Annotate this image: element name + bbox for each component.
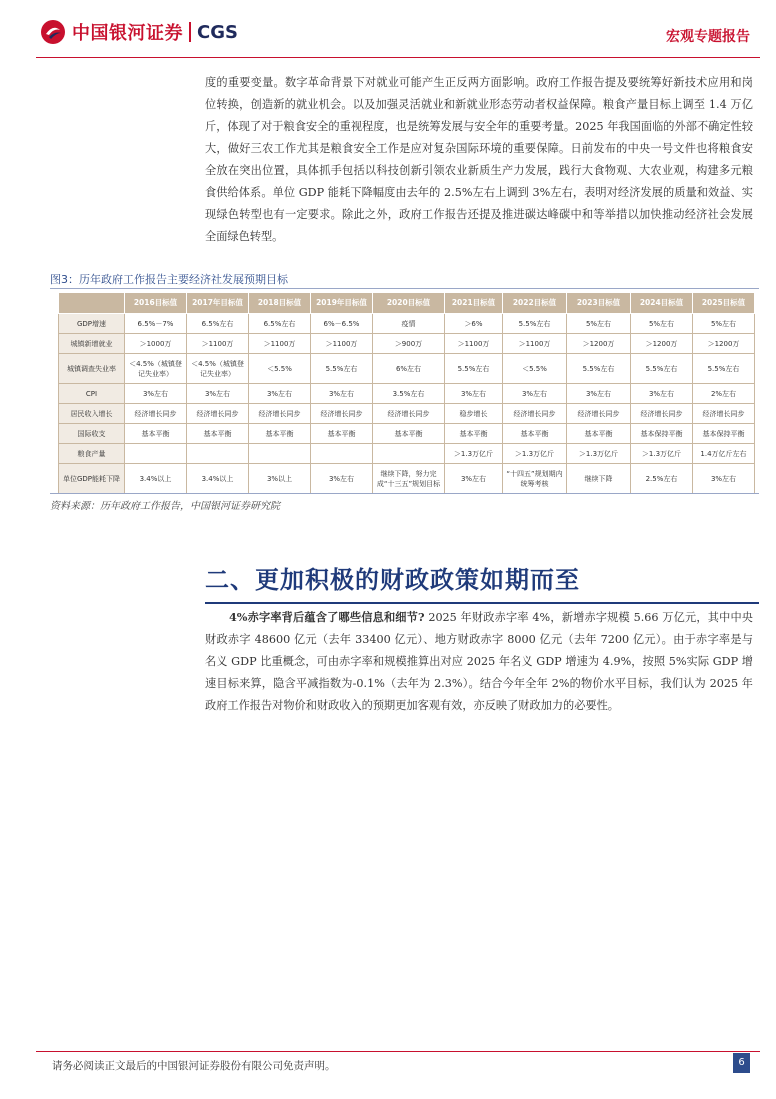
brand-logo [40,19,238,45]
table-cell: ＞1.3万亿斤 [631,444,693,464]
table-cell: 基本平衡 [311,424,373,444]
table-cell: 5.5%左右 [693,354,755,384]
table-cell: 5.5%左右 [445,354,503,384]
table-cell: 经济增长同步 [693,404,755,424]
table-row [59,334,755,354]
table-cell: ＞1000万 [125,334,187,354]
table-cell: 3%左右 [249,384,311,404]
row-label: 城镇调查失业率 [59,354,125,384]
table-cell: ＞1.3万亿斤 [567,444,631,464]
table-cell: 6.5%左右 [187,314,249,334]
table-cell: 3%左右 [311,464,373,494]
table-cell: 3%左右 [187,384,249,404]
table-cell: ＞1100万 [249,334,311,354]
table-cell: 稳步增长 [445,404,503,424]
table-cell: 5.5%左右 [631,354,693,384]
table-cell: 3.4%以上 [125,464,187,494]
table-row [59,444,755,464]
page-number: 6 [733,1053,750,1073]
table-cell: 3%左右 [311,384,373,404]
table-cell: ＞1200万 [631,334,693,354]
table-cell: 3%左右 [567,384,631,404]
table-cell: 3%左右 [503,384,567,404]
table-cell: 基本平衡 [373,424,445,444]
row-label: 粮食产量 [59,444,125,464]
table-cell: 经济增长同步 [503,404,567,424]
table-cell: 疫情 [373,314,445,334]
table-cell [249,444,311,464]
table-cell: 基本保持平衡 [693,424,755,444]
table-cell: 基本平衡 [249,424,311,444]
column-header: 2021目标值 [445,293,503,314]
table-row [59,404,755,424]
table-cell: ＜5.5% [249,354,311,384]
figure-source: 资料来源：历年政府工作报告，中国银河证券研究院 [50,501,280,512]
table-cell: 5%左右 [567,314,631,334]
table-cell: 5.5%左右 [311,354,373,384]
table-cell: 6%－6.5% [311,314,373,334]
table-cell: 经济增长同步 [187,404,249,424]
table-row [59,354,755,384]
table-cell: “十四五”规划期内统筹考核 [503,464,567,494]
table-cell: ＞1100万 [311,334,373,354]
column-header: 2017年目标值 [187,293,249,314]
table-cell [125,444,187,464]
logo-english-name: CGS [197,21,238,43]
table-row [59,314,755,334]
figure-title-divider [50,288,759,289]
column-header: 2019年目标值 [311,293,373,314]
section-heading-divider [205,602,759,604]
page-header [0,0,776,60]
table-cell: 经济增长同步 [373,404,445,424]
table-cell: 6%左右 [373,354,445,384]
column-header: 2020目标值 [373,293,445,314]
table-cell: 经济增长同步 [631,404,693,424]
table-cell: 1.4万亿斤左右 [693,444,755,464]
table-header-row [59,293,755,314]
logo-chinese-name: 中国银河证券 [72,23,183,44]
table-cell: 5%左右 [693,314,755,334]
row-label: CPI [59,384,125,404]
table-cell: 经济增长同步 [125,404,187,424]
report-type: 宏观专题报告 [666,29,750,45]
table-cell: 经济增长同步 [567,404,631,424]
footer-divider [36,1051,760,1052]
targets-table [58,292,755,494]
logo-separator [189,22,191,42]
table-cell: 3%左右 [125,384,187,404]
table-cell: 5%左右 [631,314,693,334]
table-cell: 5.5%左右 [567,354,631,384]
column-header: 2024目标值 [631,293,693,314]
table-cell: ＞1100万 [187,334,249,354]
table-body [59,314,755,494]
table-cell: 3%左右 [445,464,503,494]
column-header: 2018目标值 [249,293,311,314]
table-cell: ＞1100万 [445,334,503,354]
table-cell: 基本平衡 [187,424,249,444]
table-cell: 继续下降，努力完成“十三五”规划目标 [373,464,445,494]
table-cell: ＞1.3万亿斤 [445,444,503,464]
table-cell: 3%左右 [631,384,693,404]
table-cell: ＞6% [445,314,503,334]
table-cell: ＜4.5%（城镇登记失业率） [187,354,249,384]
section-paragraph [205,606,753,717]
table-cell: 2.5%左右 [631,464,693,494]
table-cell: 基本平衡 [567,424,631,444]
row-label: 居民收入增长 [59,404,125,424]
column-header: 2022目标值 [503,293,567,314]
header-divider [36,57,760,58]
paragraph-body: 2025 年财政赤字率 4%，新增赤字规模 5.66 万亿元，其中中央财政赤字 48600 亿元（去年 33400 亿元）、地方财政赤字 8000 亿元（去年 7200 亿元）。由于赤字率是与名义 GDP 比重概念，可由赤字率和规模推算出对应 2025 年名义 GDP 增速为 4.9%，按照 5%实际 GDP 增速目标来算，隐含平减指数为-0.1%（去年为 2.3%）。结合今年全年 2%的物价水平目标，我们认为 2025 年政府工作报告对物价和财政收入的预期更加客观有效，亦反映了财政加力的必要性。 [205,611,753,712]
source-divider [50,493,759,494]
table-cell: 3.5%左右 [373,384,445,404]
table-row [59,424,755,444]
table-row [59,384,755,404]
footer-disclaimer: 请务必阅读正文最后的中国银河证券股份有限公司免责声明。 [52,1060,336,1072]
table-cell: 3%左右 [445,384,503,404]
column-header: 2023目标值 [567,293,631,314]
table-cell: 基本平衡 [445,424,503,444]
row-label: 单位GDP能耗下降 [59,464,125,494]
table-cell: ＞1200万 [567,334,631,354]
table-cell: ＜5.5% [503,354,567,384]
table-cell: ＞1.3万亿斤 [503,444,567,464]
table-row [59,464,755,494]
table-cell: ＜4.5%（城镇登记失业率） [125,354,187,384]
table-cell: 经济增长同步 [249,404,311,424]
cgs-logo-icon [40,19,66,45]
table-cell: 基本平衡 [503,424,567,444]
table-cell: 2%左右 [693,384,755,404]
row-label: 国际收支 [59,424,125,444]
table-cell [311,444,373,464]
table-cell: 继续下降 [567,464,631,494]
table-cell: 3%左右 [693,464,755,494]
table-cell: 3.4%以上 [187,464,249,494]
table-cell: ＞1200万 [693,334,755,354]
table-cell [373,444,445,464]
column-header [59,293,125,314]
paragraph-lead: 4%赤字率背后蕴含了哪些信息和细节? [229,610,425,624]
row-label: GDP增速 [59,314,125,334]
table-cell: 6.5%－7% [125,314,187,334]
table-cell: 6.5%左右 [249,314,311,334]
section-heading: 二、更加积极的财政政策如期而至 [205,566,580,594]
figure-title: 图3：历年政府工作报告主要经济社发展预期目标 [50,273,288,286]
table-cell [187,444,249,464]
table-cell: 基本平衡 [125,424,187,444]
body-paragraph: 度的重要变量。数字革命背景下对就业可能产生正反两方面影响。政府工作报告提及要统筹好新技术应用和岗位转换，创造新的就业机会。以及加强灵活就业和新就业形态劳动者权益保障。粮食产量目标上调至 1.4 万亿斤，体现了对于粮食安全的重视程度，也是统筹发展与安全年的重要考量。2025 年我国面临的外部不确定性较大，做好三农工作尤其是粮食安全工作是应对复杂国际环境的重要保障。日前发布的中央一号文件也将粮食安全放在突出位置，具体抓手包括以科技创新引领农业新质生产力发展，践行大食物观、大农业观，构建多元粮食供给体系。单位 GDP 能耗下降幅度由去年的 2.5%左右上调到 3%左右，表明对经济发展的质量和效益、实现绿色转型也有一定要求。除此之外，政府工作报告还提及推进碳达峰碳中和等举措以加快推动经济社会发展全面绿色转型。 [205,76,753,243]
column-header: 2016目标值 [125,293,187,314]
column-header: 2025目标值 [693,293,755,314]
table-cell: 基本保持平衡 [631,424,693,444]
table-cell: 3%以上 [249,464,311,494]
row-label: 城镇新增就业 [59,334,125,354]
table-cell: ＞900万 [373,334,445,354]
table-cell: ＞1100万 [503,334,567,354]
table-cell: 5.5%左右 [503,314,567,334]
table-cell: 经济增长同步 [311,404,373,424]
